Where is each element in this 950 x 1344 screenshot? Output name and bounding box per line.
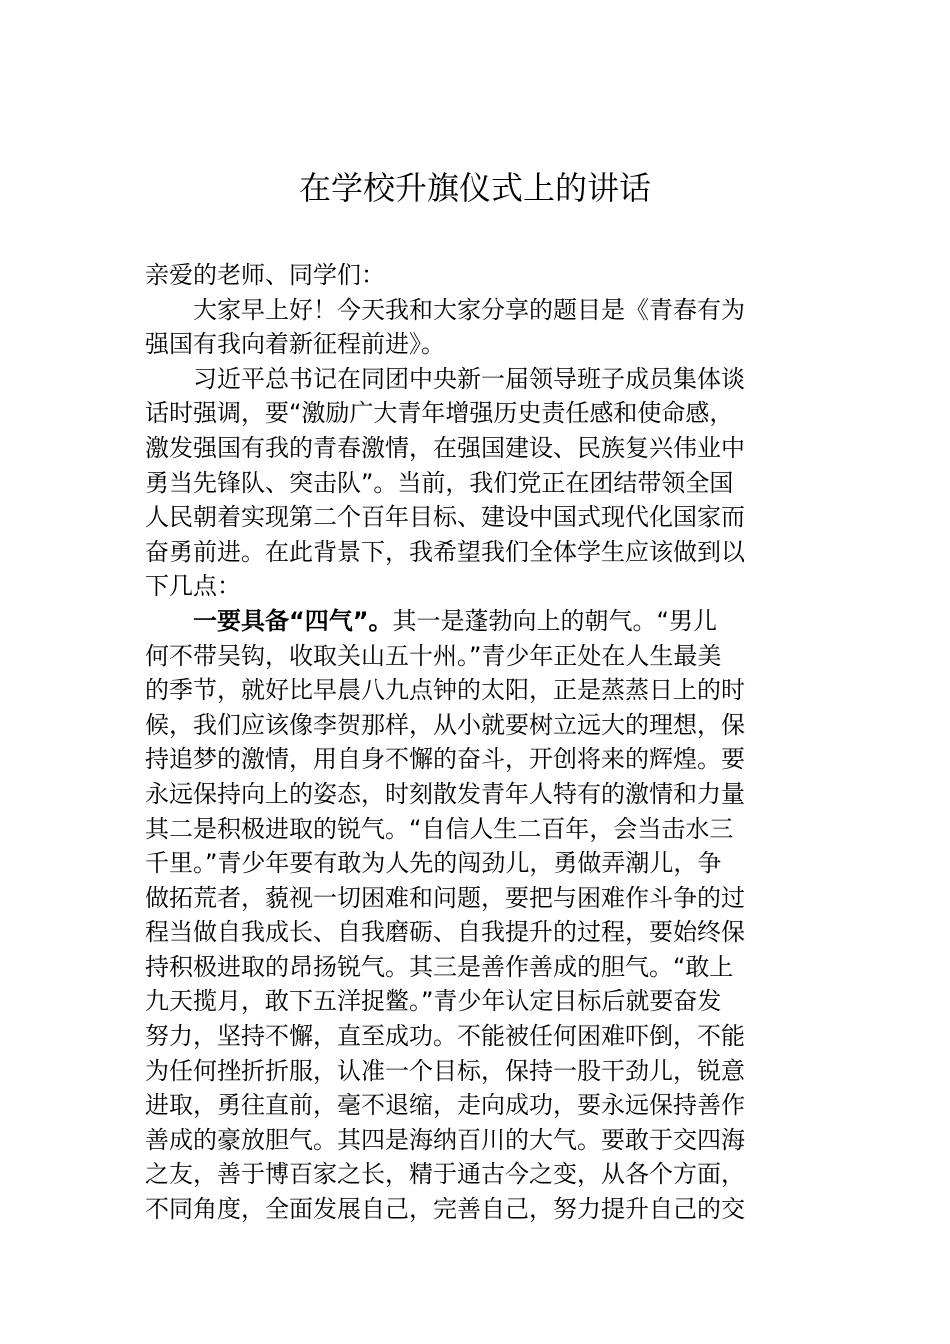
- text-line: 努力，坚持不懈，直至成功。不能被任何困难吓倒，不能: [145, 1022, 745, 1051]
- text-line: 激发强国有我的青春激情，在强国建设、民族复兴伟业中: [145, 433, 745, 462]
- text-line-rest: 其一是蓬勃向上的朝气。“男儿: [392, 606, 717, 635]
- text-line: 程当做自我成长、自我磨砺、自我提升的过程，要始终保: [145, 918, 745, 947]
- text-line: 勇当先锋队、突击队”。当前，我们党正在团结带领全国: [145, 468, 734, 497]
- text-line: 话时强调，要“激励广大青年增强历史责任感和使命感，: [145, 399, 734, 428]
- salutation-line: 亲爱的老师、同学们：: [145, 261, 385, 289]
- text-line: 大家早上好！今天我和大家分享的题目是《青春有为: [193, 295, 745, 324]
- text-line: 候，我们应该像李贺那样，从小就要树立远大的理想，保: [145, 710, 745, 739]
- document-title: 在学校升旗仪式上的讲话: [298, 169, 651, 207]
- text-line: 善成的豪放胆气。其四是海纳百川的大气。要敢于交四海: [145, 1125, 745, 1154]
- text-line: 千里。”青少年要有敢为人先的闯劲儿，勇做弄潮儿，争: [145, 849, 722, 878]
- text-line: 下几点：: [145, 572, 241, 601]
- text-line: 的季节，就好比早晨八九点钟的太阳，正是蒸蒸日上的时: [145, 676, 745, 705]
- text-line: 奋勇前进。在此背景下，我希望我们全体学生应该做到以: [145, 537, 745, 566]
- text-line: 何不带吴钩，收取关山五十州。”青少年正处在人生最美: [145, 641, 722, 670]
- text-line: 人民朝着实现第二个百年目标、建设中国式现代化国家而: [145, 503, 745, 532]
- text-line: 不同角度，全面发展自己，完善自己，努力提升自己的交: [145, 1195, 745, 1224]
- text-line: 九天揽月，敢下五洋捉鳖。”青少年认定目标后就要奋发: [145, 987, 722, 1016]
- text-line: 永远保持向上的姿态，时刻散发青年人特有的激情和力量: [145, 779, 745, 808]
- document-body: [145, 258, 815, 1227]
- text-line: 做拓荒者，藐视一切困难和问题，要把与困难作斗争的过: [145, 883, 745, 912]
- text-line: 持追梦的激情，用自身不懈的奋斗，开创将来的辉煌。要: [145, 745, 745, 774]
- text-line: 习近平总书记在同团中央新一届领导班子成员集体谈: [193, 364, 745, 393]
- text-line: 为任何挫折折服，认准一个目标，保持一股干劲儿，锐意: [145, 1056, 745, 1085]
- text-line: 其二是积极进取的锐气。“自信人生二百年，会当击水三: [145, 814, 734, 843]
- text-line: 之友，善于博百家之长，精于通古今之变，从各个方面，: [145, 1160, 745, 1189]
- text-line-with-bold-lead: [145, 604, 815, 639]
- text-line: 强国有我向着新征程前进》。: [145, 330, 445, 359]
- text-line: 进取，勇往直前，毫不退缩，走向成功，要永远保持善作: [145, 1091, 745, 1120]
- bold-lead-text: 一要具备“四气”。: [193, 606, 393, 635]
- text-line: 持积极进取的昂扬锐气。其三是善作善成的胆气。“敢上: [145, 952, 734, 981]
